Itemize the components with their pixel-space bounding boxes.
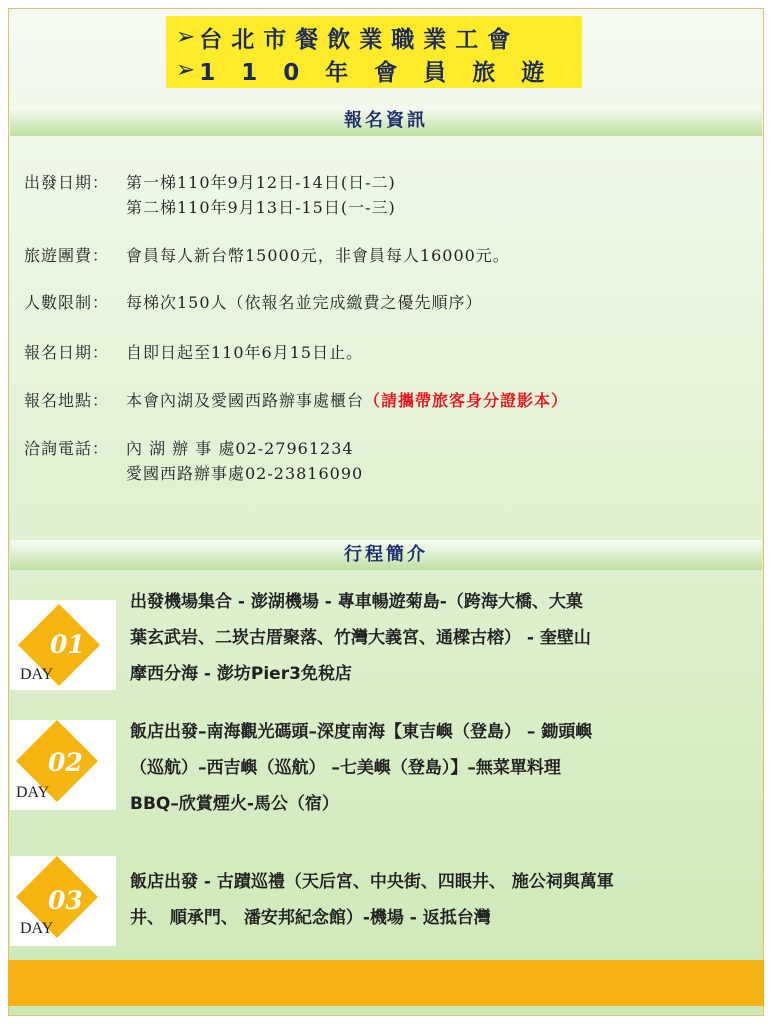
headcount-limit-label: 人數限制： (24, 293, 110, 312)
day-3-badge (10, 856, 116, 946)
departure-date-value-1: 第一梯110年9月12日-14日(日-二) (126, 173, 396, 192)
day-2-number: 02 (48, 748, 83, 777)
day-2-line-1: 飯店出發–南海觀光碼頭–深度南海【東吉嶼（登島） – 鋤頭嶼 (130, 722, 593, 742)
itinerary-heading: 行程簡介 (10, 540, 762, 570)
arrow-bullet-icon: ➢ (176, 24, 196, 50)
arrow-bullet-icon: ➢ (176, 57, 196, 83)
tour-fee-value: 會員每人新台幣15000元，非會員每人16000元。 (126, 246, 510, 265)
day-1-badge (10, 600, 116, 690)
headcount-limit-value: 每梯次150人（依報名並完成繳費之優先順序） (126, 293, 483, 312)
title-text-2: 110年會員旅遊 (199, 59, 571, 86)
signup-location-row (24, 388, 568, 413)
day-3-line-2: 井、 順承門、 潘安邦紀念館）-機場 - 返抵台灣 (130, 908, 491, 928)
day-2-label: DAY (16, 784, 50, 801)
headcount-limit-row (24, 290, 483, 315)
departure-date-value-2: 第二梯110年9月13日-15日(一-三) (126, 198, 396, 217)
departure-date-row (24, 170, 396, 220)
id-copy-note: （請攜帶旅客身分證影本） (364, 391, 569, 410)
contact-phone-row (24, 436, 363, 486)
day-2-line-3: BBQ–欣賞煙火-馬公（宿） (130, 794, 339, 814)
footer-bar (8, 960, 764, 1006)
day-1-line-2: 葉玄武岩、二崁古厝聚落、竹灣大義宮、通樑古榕） - 奎壁山 (130, 628, 591, 648)
contact-phone-label: 洽詢電話： (24, 439, 110, 458)
day-2-line-2: （巡航）–西吉嶼（巡航） –七美嶼（登島）】–無菜單料理 (130, 758, 561, 778)
neihu-office-phone: 內 湖 辦 事 處02-27961234 (126, 439, 354, 458)
day-1-line-3: 摩西分海 - 澎坊Pier3免稅店 (130, 664, 352, 684)
day-1-number: 01 (50, 630, 85, 659)
day-3-number: 03 (48, 886, 83, 915)
aiguo-office-phone: 愛國西路辦事處02-23816090 (126, 464, 364, 483)
title-text-1: 台北市餐飲業職業工會 (199, 26, 520, 53)
day-2-badge (10, 720, 116, 810)
title-line-1 (176, 21, 574, 53)
departure-date-label: 出發日期： (24, 173, 110, 192)
signup-date-label: 報名日期： (24, 343, 110, 362)
day-2-itinerary (130, 714, 690, 822)
signup-location-label: 報名地點： (24, 391, 110, 410)
tour-fee-row (24, 243, 510, 268)
day-1-line-1: 出發機場集合 - 澎湖機場 - 專車暢遊菊島-（跨海大橋、大菓 (130, 592, 583, 612)
day-1-itinerary (130, 584, 690, 692)
day-3-label: DAY (20, 920, 54, 937)
signup-location-value: 本會內湖及愛國西路辦事處櫃台 (126, 391, 365, 410)
day-1-label: DAY (20, 666, 54, 683)
day-3-itinerary (130, 864, 690, 936)
tour-fee-label: 旅遊團費： (24, 246, 110, 265)
title-line-2 (176, 54, 574, 86)
signup-info-heading: 報名資訊 (10, 106, 762, 136)
title-banner (166, 16, 582, 88)
signup-date-row (24, 340, 363, 365)
signup-date-value: 自即日起至110年6月15日止。 (126, 343, 364, 362)
day-3-line-1: 飯店出發 - 古蹟巡禮（天后宮、中央街、四眼井、 施公祠與萬軍 (130, 872, 614, 892)
